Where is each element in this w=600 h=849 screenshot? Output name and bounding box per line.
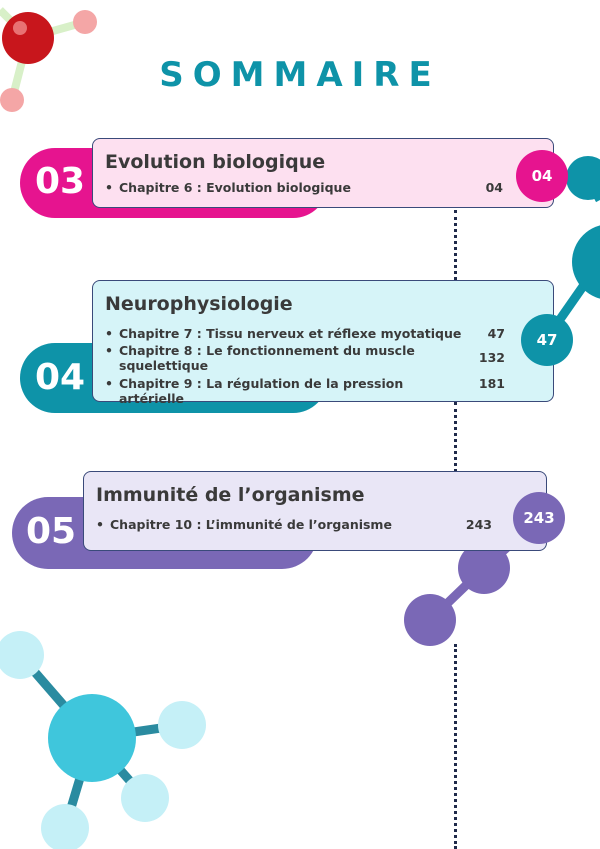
section-number: 04 [35, 357, 86, 398]
chapter-label: Chapitre 10 : L’immunité de l’organisme [110, 517, 392, 532]
bullet: • [105, 343, 113, 358]
dotted-connector [454, 402, 457, 472]
chapter-label: Chapitre 7 : Tissu nerveux et réflexe myotatique [119, 326, 462, 341]
dotted-connector [454, 644, 457, 849]
page-badge: 243 [513, 492, 565, 544]
bullet: • [105, 180, 113, 195]
page-badge: 04 [516, 150, 568, 202]
chapter-page: 181 [478, 376, 505, 391]
bullet: • [105, 326, 113, 341]
bullet: • [96, 517, 104, 532]
dotted-connector [454, 210, 457, 280]
section-number: 05 [26, 511, 77, 552]
page-badge: 47 [521, 314, 573, 366]
chapter-page: 04 [485, 180, 503, 195]
chapter-item[interactable] [96, 517, 456, 532]
section-card [92, 138, 554, 208]
chapter-label: Chapitre 6 : Evolution biologique [119, 180, 351, 195]
chapter-item[interactable] [105, 326, 465, 341]
chapter-page: 47 [487, 326, 505, 341]
page-title: SOMMAIRE [159, 55, 441, 95]
section-heading: Evolution biologique [105, 151, 326, 173]
chapter-item[interactable] [105, 180, 465, 195]
section-number: 03 [35, 161, 86, 202]
bullet: • [105, 376, 113, 391]
chapter-item[interactable] [105, 343, 415, 373]
chapter-page: 243 [465, 517, 492, 532]
molecule-bottom-left-icon [0, 631, 206, 849]
section-heading: Neurophysiologie [105, 293, 293, 315]
chapter-page: 132 [478, 350, 505, 365]
chapter-label: Chapitre 8 : Le fonctionnement du muscle squelettique [119, 343, 415, 373]
section-card [83, 471, 547, 551]
section-heading: Immunité de l’organisme [96, 484, 365, 506]
chapter-label: Chapitre 9 : La régulation de la pression artérielle [119, 376, 404, 406]
chapter-item[interactable] [105, 376, 465, 406]
section-card [92, 280, 554, 406]
